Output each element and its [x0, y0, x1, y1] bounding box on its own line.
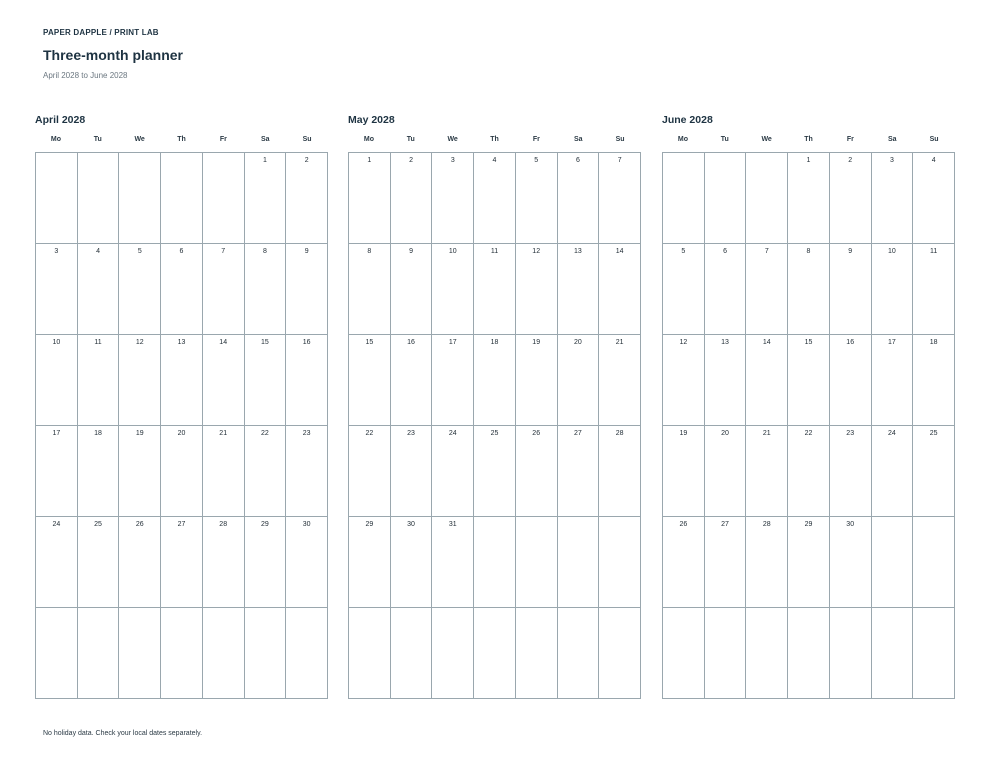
empty-cell: [663, 608, 705, 699]
day-cell: 9: [830, 244, 872, 335]
weekday-label: Th: [177, 136, 186, 143]
day-cell: 5: [516, 153, 558, 244]
empty-cell: [432, 608, 474, 699]
day-cell: 6: [161, 244, 203, 335]
day-cell: 28: [746, 517, 788, 608]
weekday-label: Fr: [846, 136, 854, 143]
day-cell: 2: [391, 153, 433, 244]
day-cell: 26: [516, 426, 558, 517]
day-cell: 9: [391, 244, 433, 335]
day-cell: 18: [474, 335, 516, 426]
empty-cell: [705, 153, 747, 244]
day-cell: 23: [830, 426, 872, 517]
empty-cell: [872, 608, 914, 699]
day-cell: 3: [872, 153, 914, 244]
empty-cell: [391, 608, 433, 699]
day-cell: 22: [245, 426, 287, 517]
empty-cell: [119, 153, 161, 244]
day-cell: 10: [432, 244, 474, 335]
month-grid: [35, 152, 328, 699]
day-cell: 2: [830, 153, 872, 244]
day-cell: 8: [245, 244, 287, 335]
day-cell: 25: [474, 426, 516, 517]
empty-cell: [119, 608, 161, 699]
day-cell: 30: [286, 517, 328, 608]
day-cell: 19: [516, 335, 558, 426]
day-cell: 6: [705, 244, 747, 335]
day-cell: 31: [432, 517, 474, 608]
day-cell: 5: [119, 244, 161, 335]
day-cell: 28: [599, 426, 641, 517]
month-april: [35, 113, 328, 699]
day-cell: 28: [203, 517, 245, 608]
day-cell: 11: [474, 244, 516, 335]
day-cell: 24: [432, 426, 474, 517]
empty-cell: [746, 608, 788, 699]
day-cell: 6: [558, 153, 600, 244]
empty-cell: [161, 153, 203, 244]
day-cell: 13: [558, 244, 600, 335]
weekday-label: Su: [615, 136, 625, 143]
day-cell: 22: [349, 426, 391, 517]
page-title: Three-month planner: [43, 47, 184, 63]
day-cell: 29: [349, 517, 391, 608]
empty-cell: [830, 608, 872, 699]
day-cell: 7: [746, 244, 788, 335]
empty-cell: [36, 153, 78, 244]
weekday-label: Sa: [573, 136, 583, 143]
day-cell: 20: [558, 335, 600, 426]
day-cell: 11: [913, 244, 955, 335]
weekday-label: Fr: [219, 136, 227, 143]
month-title: April 2028: [35, 114, 86, 126]
empty-cell: [788, 608, 830, 699]
empty-cell: [349, 608, 391, 699]
day-cell: 21: [203, 426, 245, 517]
day-cell: 22: [788, 426, 830, 517]
day-cell: 23: [286, 426, 328, 517]
day-cell: 23: [391, 426, 433, 517]
weekday-header: [35, 127, 328, 152]
day-cell: 19: [119, 426, 161, 517]
day-cell: 3: [432, 153, 474, 244]
day-cell: 12: [663, 335, 705, 426]
empty-cell: [286, 608, 328, 699]
day-cell: 29: [788, 517, 830, 608]
day-cell: 17: [872, 335, 914, 426]
brand-label: PAPER DAPPLE / PRINT LAB: [43, 28, 159, 37]
day-cell: 21: [746, 426, 788, 517]
month-june: [662, 113, 955, 699]
empty-cell: [203, 153, 245, 244]
empty-cell: [516, 517, 558, 608]
empty-cell: [558, 608, 600, 699]
day-cell: 12: [516, 244, 558, 335]
day-cell: 26: [119, 517, 161, 608]
day-cell: 19: [663, 426, 705, 517]
weekday-label: Sa: [260, 136, 270, 143]
empty-cell: [78, 608, 120, 699]
empty-cell: [872, 517, 914, 608]
weekday-label: Fr: [532, 136, 540, 143]
day-cell: 27: [705, 517, 747, 608]
month-grid: [348, 152, 641, 699]
day-cell: 7: [203, 244, 245, 335]
weekday-label: Sa: [887, 136, 897, 143]
weekday-label: Th: [804, 136, 813, 143]
day-cell: 25: [913, 426, 955, 517]
weekday-label: Mo: [363, 136, 374, 143]
day-cell: 3: [36, 244, 78, 335]
day-cell: 8: [788, 244, 830, 335]
day-cell: 11: [78, 335, 120, 426]
weekday-header: [348, 127, 641, 152]
weekday-label: Tu: [720, 136, 729, 143]
day-cell: 18: [78, 426, 120, 517]
empty-cell: [558, 517, 600, 608]
day-cell: 15: [349, 335, 391, 426]
empty-cell: [78, 153, 120, 244]
day-cell: 17: [36, 426, 78, 517]
weekday-label: Th: [490, 136, 499, 143]
day-cell: 14: [746, 335, 788, 426]
weekday-label: We: [447, 136, 458, 143]
month-title: June 2028: [662, 114, 713, 126]
weekday-label: Su: [302, 136, 312, 143]
weekday-label: We: [134, 136, 145, 143]
empty-cell: [245, 608, 287, 699]
day-cell: 13: [705, 335, 747, 426]
empty-cell: [474, 608, 516, 699]
day-cell: 15: [788, 335, 830, 426]
day-cell: 7: [599, 153, 641, 244]
day-cell: 20: [161, 426, 203, 517]
day-cell: 13: [161, 335, 203, 426]
month-title: May 2028: [348, 114, 395, 126]
month-may: [348, 113, 641, 699]
weekday-label: Mo: [677, 136, 688, 143]
day-cell: 15: [245, 335, 287, 426]
page-subtitle: April 2028 to June 2028: [43, 71, 128, 80]
empty-cell: [913, 608, 955, 699]
day-cell: 25: [78, 517, 120, 608]
day-cell: 27: [161, 517, 203, 608]
day-cell: 12: [119, 335, 161, 426]
weekday-label: We: [761, 136, 772, 143]
day-cell: 14: [203, 335, 245, 426]
empty-cell: [516, 608, 558, 699]
empty-cell: [663, 153, 705, 244]
day-cell: 5: [663, 244, 705, 335]
day-cell: 21: [599, 335, 641, 426]
day-cell: 10: [36, 335, 78, 426]
day-cell: 30: [391, 517, 433, 608]
day-cell: 9: [286, 244, 328, 335]
day-cell: 1: [349, 153, 391, 244]
day-cell: 4: [474, 153, 516, 244]
day-cell: 24: [872, 426, 914, 517]
empty-cell: [599, 608, 641, 699]
day-cell: 4: [913, 153, 955, 244]
day-cell: 24: [36, 517, 78, 608]
empty-cell: [599, 517, 641, 608]
day-cell: 8: [349, 244, 391, 335]
day-cell: 16: [830, 335, 872, 426]
day-cell: 1: [788, 153, 830, 244]
day-cell: 16: [391, 335, 433, 426]
day-cell: 27: [558, 426, 600, 517]
day-cell: 1: [245, 153, 287, 244]
month-grid: [662, 152, 955, 699]
day-cell: 16: [286, 335, 328, 426]
day-cell: 26: [663, 517, 705, 608]
weekday-label: Tu: [406, 136, 415, 143]
day-cell: 2: [286, 153, 328, 244]
empty-cell: [746, 153, 788, 244]
footer-note: No holiday data. Check your local dates separately.: [43, 730, 203, 737]
empty-cell: [36, 608, 78, 699]
day-cell: 17: [432, 335, 474, 426]
day-cell: 29: [245, 517, 287, 608]
day-cell: 20: [705, 426, 747, 517]
empty-cell: [474, 517, 516, 608]
empty-cell: [161, 608, 203, 699]
weekday-label: Su: [929, 136, 939, 143]
day-cell: 14: [599, 244, 641, 335]
day-cell: 18: [913, 335, 955, 426]
day-cell: 4: [78, 244, 120, 335]
empty-cell: [705, 608, 747, 699]
weekday-label: Mo: [50, 136, 61, 143]
day-cell: 30: [830, 517, 872, 608]
empty-cell: [913, 517, 955, 608]
empty-cell: [203, 608, 245, 699]
weekday-header: [662, 127, 955, 152]
day-cell: 10: [872, 244, 914, 335]
weekday-label: Tu: [93, 136, 102, 143]
